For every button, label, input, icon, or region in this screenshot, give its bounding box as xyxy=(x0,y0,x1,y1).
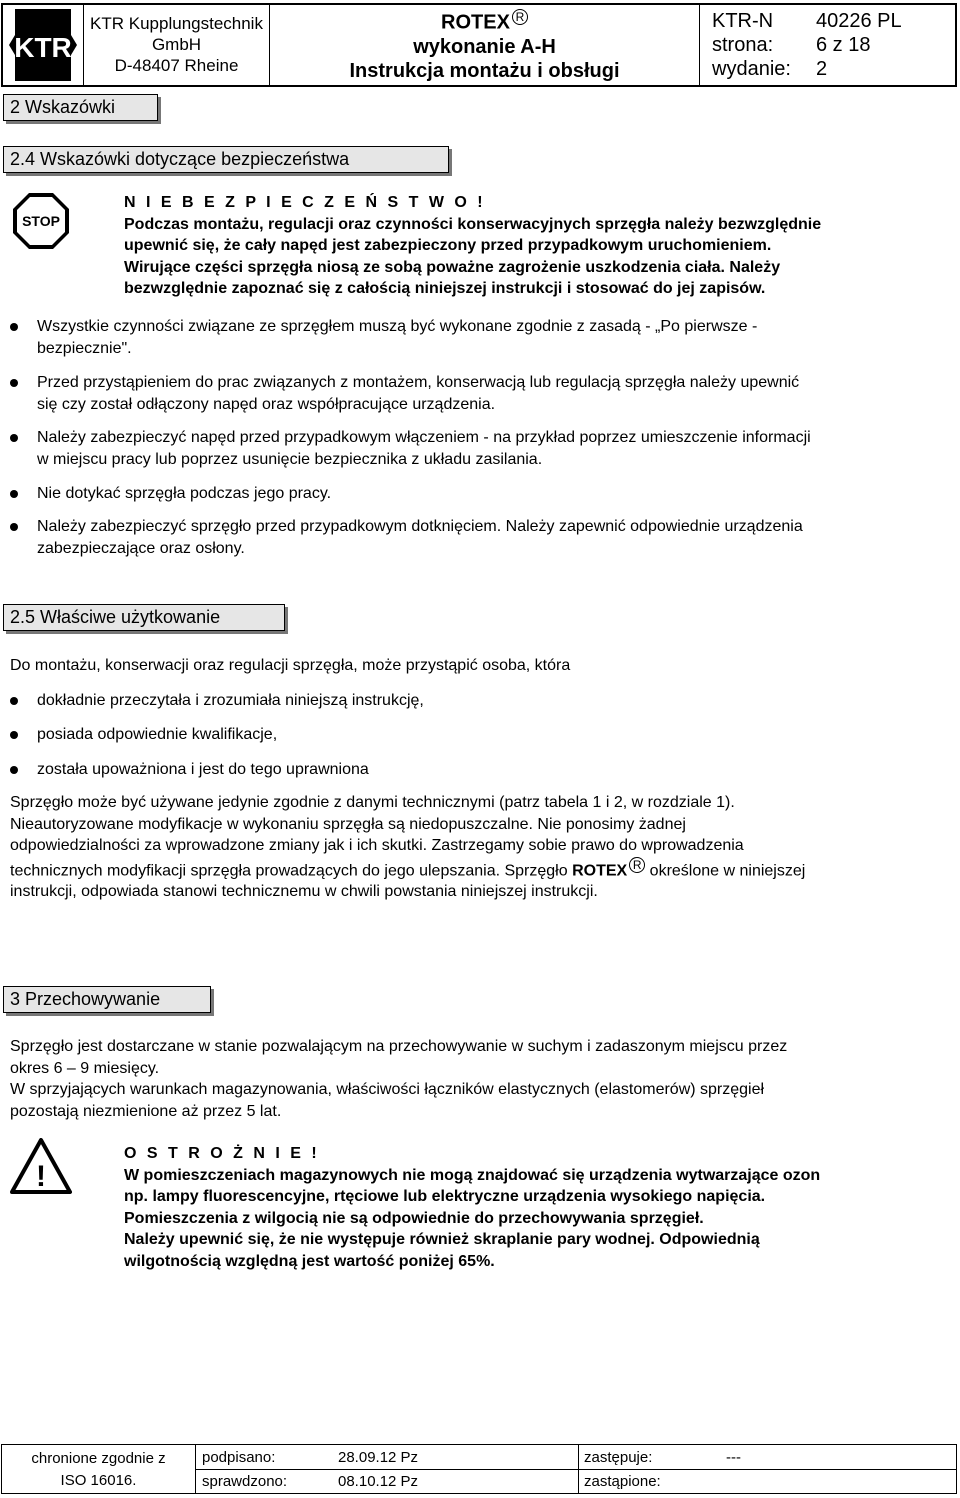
paragraph-line: Nieautoryzowane modyfikacje w wykonaniu sprzęgła są niedopuszczalne. Nie ponosimy żadnej xyxy=(10,815,686,833)
page-value: 6 z 18 xyxy=(816,34,871,56)
signed-value: 28.09.12 Pz xyxy=(338,1449,419,1466)
section-2-5-heading: 2.5 Właściwe użytkowanie xyxy=(3,604,285,631)
document-footer xyxy=(1,1444,957,1494)
doc-number: 40226 PL xyxy=(816,10,902,32)
list-item-line: zabezpieczające oraz osłony. xyxy=(37,539,245,557)
stop-icon xyxy=(12,192,70,250)
list-item xyxy=(37,516,955,559)
paragraph-line: W sprzyjających warunkach magazynowania, właściwości łączników elastycznych (elastomerów) sprzęgieł xyxy=(10,1081,765,1098)
doc-info-block xyxy=(699,5,955,85)
document-header xyxy=(1,3,957,87)
caution-line: Pomieszczenia z wilgocią nie są odpowiednie do przechowywania sprzęgieł. xyxy=(124,1209,704,1227)
warning-triangle-icon xyxy=(10,1138,72,1194)
paragraph-line: technicznych modyfikacji sprzęgła prowadzących do jego ulepszania. Sprzęgło ROTEX R określone w niniejszej xyxy=(10,857,806,879)
edition-label: wydanie: xyxy=(712,58,791,80)
section-2-4-heading: 2.4 Wskazówki dotyczące bezpieczeństwa xyxy=(3,146,449,173)
company-form: GmbH xyxy=(151,35,202,54)
edition-value: 2 xyxy=(816,58,828,80)
paragraph-line: pozostają niezmienione aż przez 5 lat. xyxy=(10,1102,282,1120)
bullet-icon xyxy=(10,731,18,739)
signed-label: podpisano: xyxy=(202,1449,276,1466)
company-address: D-48407 Rheine xyxy=(114,56,239,75)
list-item-line: Przed przystąpieniem do prac związanych z montażem, konserwacją lub regulacją sprzęgła należy upewnić xyxy=(37,374,800,391)
stop-icon-label: STOP xyxy=(22,213,60,229)
list-item-line: Należy zabezpieczyć napęd przed przypadkowym włączeniem - na przykład poprzez umieszczenie informacji xyxy=(37,429,811,446)
danger-line: bezwzględnie zapoznać się z całością niniejszej instrukcji i stosować do jej zapisów. xyxy=(124,280,766,297)
list-item xyxy=(37,372,955,415)
danger-heading: N I E B E Z P I E C Z E Ń S T W O ! xyxy=(124,194,486,211)
bullet-icon xyxy=(10,523,18,531)
danger-line: Wirujące części sprzęgła niosą ze sobą poważne zagrożenie uszkodzenia ciała. Należy xyxy=(124,258,781,276)
bullet-icon xyxy=(10,434,18,442)
registered-icon: R xyxy=(512,9,528,25)
list-item: posiada odpowiednie kwalifikacje, xyxy=(37,726,278,743)
bullet-icon xyxy=(10,490,18,498)
page-label: strona: xyxy=(712,34,774,56)
paragraph-line: Sprzęgło może być używane jedynie zgodnie z danymi technicznymi (patrz tabela 1 i 2, w rozdziale 1). xyxy=(10,794,735,811)
product-doc-title: Instrukcja montażu i obsługi xyxy=(349,59,620,82)
bullet-icon xyxy=(10,697,18,705)
product-block xyxy=(269,5,699,85)
product-name: ROTEX xyxy=(441,11,510,34)
paragraph-line: Sprzęgło jest dostarczane w stanie pozwalającym na przechowywanie w suchym i zadaszonym miejscu przez xyxy=(10,1038,788,1055)
replaces-value: --- xyxy=(726,1449,741,1466)
list-item xyxy=(37,316,955,359)
caution-line: np. lampy fluorescencyjne, rtęciowe lub elektryczne urządzenia wysokiego napięcia. xyxy=(124,1188,766,1205)
list-item: została upoważniona i jest do tego uprawniona xyxy=(37,761,369,778)
list-item-line: w miejscu pracy lub poprzez usunięcie bezpiecznika z układu zasilania. xyxy=(37,450,543,468)
section-2-heading: 2 Wskazówki xyxy=(3,94,158,121)
checked-label: sprawdzono: xyxy=(202,1473,288,1490)
bullet-icon xyxy=(10,379,18,387)
caution-line: W pomieszczeniach magazynowych nie mogą znajdować się urządzenia wytwarzające ozon xyxy=(124,1166,821,1184)
danger-line: Podczas montażu, regulacji oraz czynności konserwacyjnych sprzęgła należy bezwzględnie xyxy=(124,215,822,233)
paragraph-line: okres 6 – 9 miesięcy. xyxy=(10,1059,160,1077)
list-item-line: bezpiecznie". xyxy=(37,339,132,357)
caution-heading: O S T R O Ż N I E ! xyxy=(124,1145,320,1162)
list-item-line: Należy zabezpieczyć sprzęgło przed przypadkowym dotknięciem. Należy zapewnić odpowiednie urządzenia xyxy=(37,518,803,535)
section-2-5-intro: Do montażu, konserwacji oraz regulacji sprzęgła, może przystąpić osoba, która xyxy=(10,657,571,674)
replaced-label: zastąpione: xyxy=(584,1473,661,1490)
caution-line: Należy upewnić się, że nie występuje również skraplanie pary wodnej. Odpowiednią xyxy=(124,1231,760,1248)
list-item xyxy=(37,483,955,505)
brand-name: ROTEX xyxy=(572,861,628,879)
section-3-paragraph xyxy=(10,1036,955,1122)
product-variant: wykonanie A-H xyxy=(413,35,556,58)
list-item-line: się czy został odłączony napęd oraz współpracujące urządzenia. xyxy=(37,395,496,413)
caution-block xyxy=(124,1143,954,1272)
checked-value: 08.10.12 Pz xyxy=(338,1473,419,1490)
warning-icon-label: ! xyxy=(36,1160,46,1193)
paragraph-line: instrukcji, odpowiada stanowi technicznemu w chwili powstania niniejszej instrukcji. xyxy=(10,883,598,901)
section-3-heading: 3 Przechowywanie xyxy=(3,986,211,1013)
company-block xyxy=(83,5,269,85)
list-item-line: Wszystkie czynności związane ze sprzęgłem muszą być wykonane zgodnie z zasadą - „Po pierwsze - xyxy=(37,318,758,335)
danger-line: upewnić się, że cały napęd jest zabezpieczony przed przypadkowym uruchomieniem. xyxy=(124,237,772,254)
ktr-logo xyxy=(3,5,83,85)
replaces-label: zastępuje: xyxy=(584,1449,653,1466)
logo-text: KTR xyxy=(14,32,72,63)
list-item xyxy=(37,427,955,470)
company-name: KTR Kupplungstechnik xyxy=(90,14,263,33)
danger-warning-block xyxy=(124,192,954,300)
registered-icon: R xyxy=(629,857,645,873)
bullet-icon xyxy=(10,766,18,774)
doc-code: KTR-N xyxy=(712,10,774,32)
iso-note: chronione zgodnie z ISO 16016. xyxy=(2,1445,196,1493)
section-2-5-paragraph xyxy=(10,792,955,903)
paragraph-line: odpowiedzialności za wprowadzone zmiany jak i ich skutki. Zastrzegamy sobie prawo do wprowadzenia xyxy=(10,837,744,854)
caution-line: wilgotnością względną jest wartość poniżej 65%. xyxy=(124,1252,495,1270)
list-item-line: Nie dotykać sprzęgła podczas jego pracy. xyxy=(37,485,332,502)
bullet-icon xyxy=(10,323,18,331)
list-item: dokładnie przeczytała i zrozumiała niniejszą instrukcję, xyxy=(37,692,424,709)
